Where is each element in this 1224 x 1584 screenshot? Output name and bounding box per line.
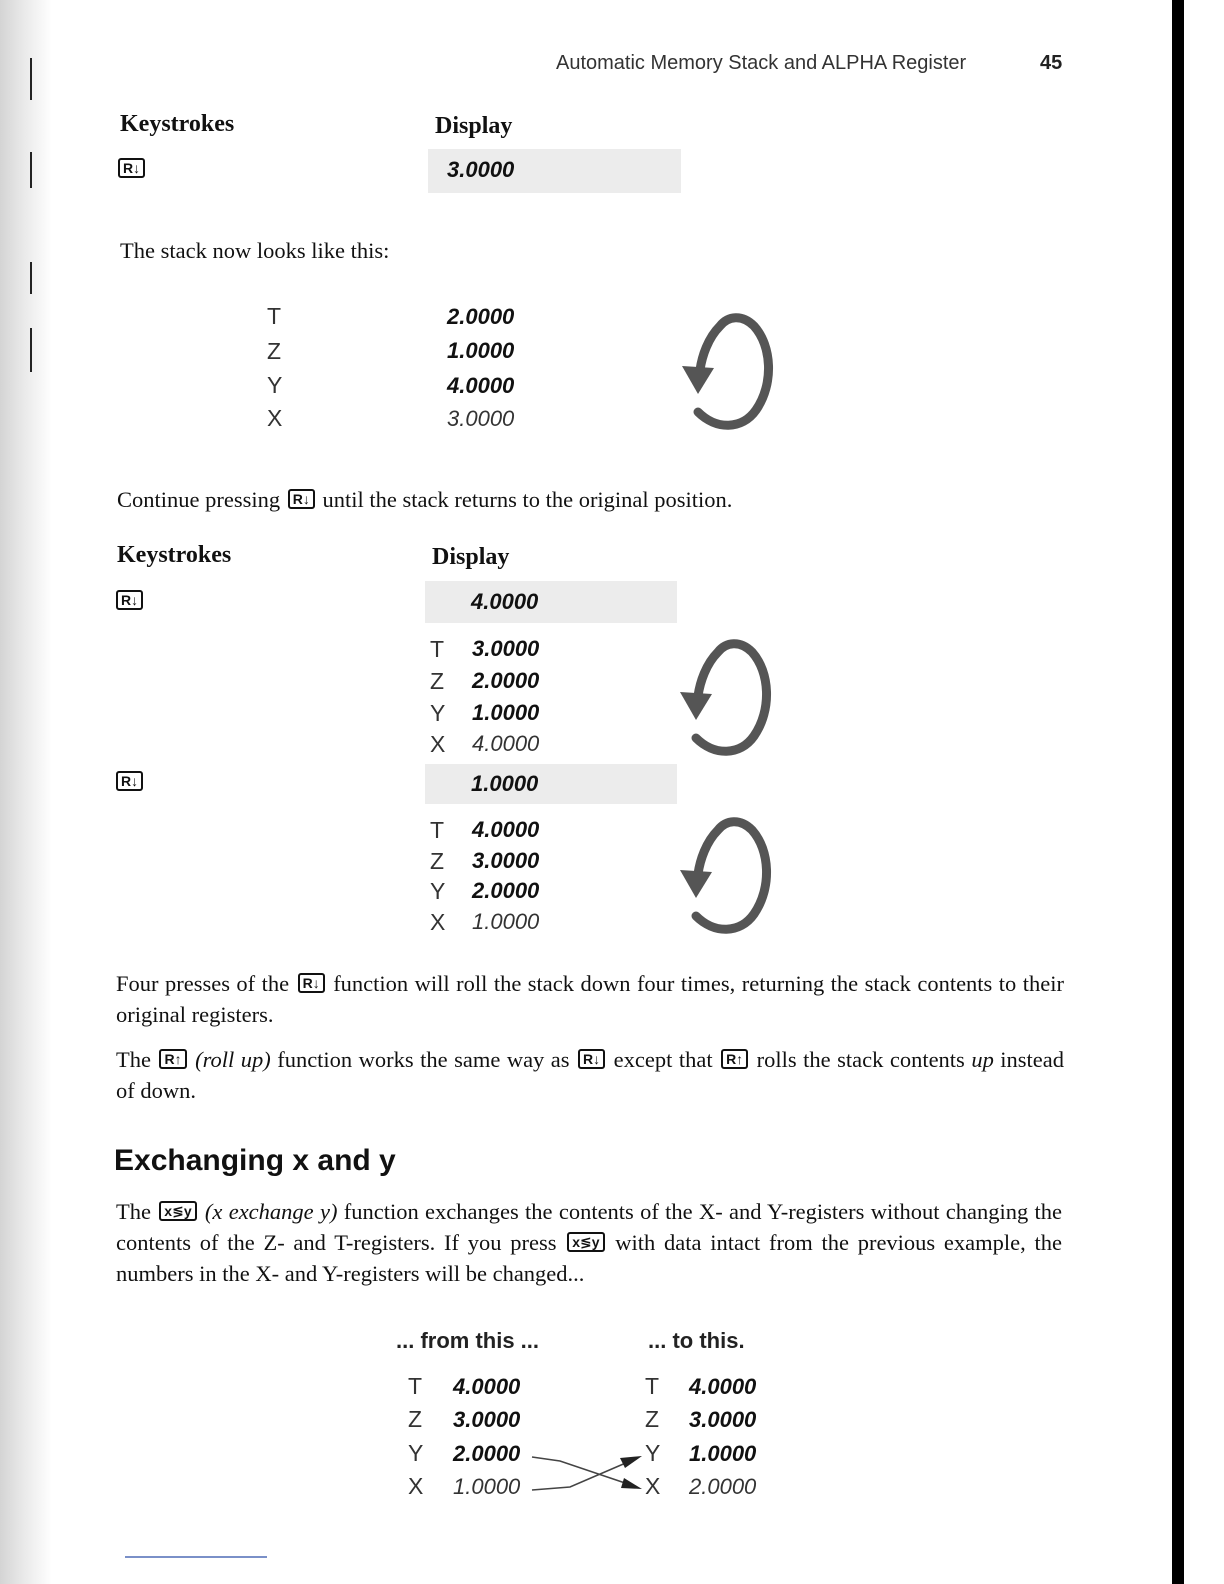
para-text: instead of down. — [116, 1047, 1065, 1103]
roll-down-key: R↓ — [116, 590, 143, 610]
roll-up-key: R↑ — [159, 1049, 186, 1069]
register-value-x: 3.0000 — [447, 406, 515, 431]
roll-cycle-icon — [676, 312, 776, 432]
running-header: Automatic Memory Stack and ALPHA Register — [556, 52, 967, 74]
stack-intro-text: The stack now looks like this: — [120, 238, 390, 263]
from-value-x: 1.0000 — [453, 1474, 521, 1499]
paragraph-four-presses — [116, 968, 1064, 1030]
to-value-x: 2.0000 — [689, 1474, 757, 1499]
roll-down-key: R↓ — [578, 1049, 605, 1069]
para-text: rolls the stack contents — [756, 1047, 965, 1072]
to-value-z: 3.0000 — [689, 1407, 757, 1432]
register-label-t: T — [645, 1373, 660, 1399]
roll-down-key: R↓ — [298, 973, 325, 993]
page-scan-edge-right — [1172, 0, 1184, 1584]
keystrokes-heading: Keystrokes — [117, 542, 232, 568]
register-label-y: Y — [430, 700, 446, 726]
register-label-z: Z — [267, 338, 282, 364]
register-label-x: X — [645, 1473, 661, 1499]
register-value-x: 4.0000 — [472, 731, 540, 756]
register-value-x: 1.0000 — [472, 909, 540, 934]
display-readout: 3.0000 — [428, 149, 681, 193]
display-readout: 1.0000 — [425, 764, 677, 804]
from-value-y: 2.0000 — [453, 1441, 521, 1466]
register-label-y: Y — [430, 878, 446, 904]
margin-mark — [30, 152, 32, 188]
roll-cycle-icon — [674, 638, 774, 758]
register-label-t: T — [430, 636, 445, 662]
keystrokes-heading: Keystrokes — [120, 111, 235, 137]
to-value-y: 1.0000 — [689, 1441, 757, 1466]
up-term: up — [971, 1047, 994, 1072]
page-scan-edge-left — [0, 0, 52, 1584]
register-label-t: T — [430, 817, 445, 843]
section-title: Exchanging x and y — [114, 1144, 396, 1177]
register-value-y: 1.0000 — [472, 700, 540, 725]
paragraph-exchange — [116, 1196, 1062, 1289]
page-number: 45 — [1040, 52, 1063, 74]
continue-text-before: Continue pressing — [117, 487, 281, 512]
exchange-term: (x exchange y) — [204, 1199, 338, 1224]
register-label-y: Y — [645, 1440, 661, 1466]
register-label-t: T — [267, 303, 282, 329]
register-label-z: Z — [408, 1406, 423, 1432]
para-text: The — [116, 1199, 151, 1224]
exchange-arrows-icon — [530, 1450, 650, 1500]
register-value-t: 4.0000 — [472, 817, 540, 842]
register-label-y: Y — [408, 1440, 424, 1466]
para-text: function will roll the stack down four times, returning the stack contents to their original registers. — [116, 971, 1064, 1027]
register-value-z: 1.0000 — [447, 338, 515, 363]
register-value-t: 3.0000 — [472, 636, 540, 661]
register-label-z: Z — [645, 1406, 660, 1432]
register-label-t: T — [408, 1373, 423, 1399]
from-caption: ... from this ... — [396, 1328, 540, 1353]
para-text: function exchanges the contents of the X- and Y-registers without changing the contents of the Z- and T-registers. If you press — [116, 1199, 1063, 1255]
from-value-z: 3.0000 — [453, 1407, 521, 1432]
margin-mark — [30, 262, 32, 294]
continue-text — [117, 484, 732, 515]
x-exchange-y-key: x≶y — [567, 1232, 604, 1252]
display-heading: Display — [435, 113, 513, 139]
roll-up-key: R↑ — [721, 1049, 748, 1069]
register-value-z: 2.0000 — [472, 668, 540, 693]
roll-down-key: R↓ — [288, 489, 315, 509]
register-label-z: Z — [430, 848, 445, 874]
continue-text-after: until the stack returns to the original position. — [322, 487, 733, 512]
para-text: except that — [613, 1047, 713, 1072]
register-value-y: 4.0000 — [447, 373, 515, 398]
para-text: with data intact from the previous example, the numbers in the X- and Y-registers will be changed... — [116, 1230, 1062, 1286]
register-label-x: X — [430, 731, 446, 757]
footnote-rule — [125, 1556, 267, 1558]
register-label-x: X — [408, 1473, 424, 1499]
register-label-x: X — [267, 405, 283, 431]
x-exchange-y-key: x≶y — [159, 1201, 196, 1221]
margin-mark — [30, 58, 32, 100]
register-label-x: X — [430, 909, 446, 935]
display-heading: Display — [432, 544, 510, 570]
register-label-y: Y — [267, 372, 283, 398]
to-value-t: 4.0000 — [689, 1374, 757, 1399]
roll-cycle-icon — [674, 816, 774, 936]
paragraph-roll-up — [116, 1044, 1064, 1106]
margin-mark — [30, 328, 32, 372]
roll-down-key: R↓ — [118, 158, 145, 178]
register-label-z: Z — [430, 668, 445, 694]
para-text: function works the same way as — [277, 1047, 570, 1072]
para-text: Four presses of the — [116, 971, 290, 996]
display-readout: 4.0000 — [425, 581, 677, 623]
roll-down-key: R↓ — [116, 771, 143, 791]
register-value-t: 2.0000 — [447, 304, 515, 329]
roll-up-term: (roll up) — [195, 1047, 271, 1072]
register-value-y: 2.0000 — [472, 878, 540, 903]
para-text: The — [116, 1047, 151, 1072]
to-caption: ... to this. — [648, 1328, 745, 1353]
from-value-t: 4.0000 — [453, 1374, 521, 1399]
page-scan-margin-right — [1184, 0, 1224, 1584]
register-value-z: 3.0000 — [472, 848, 540, 873]
